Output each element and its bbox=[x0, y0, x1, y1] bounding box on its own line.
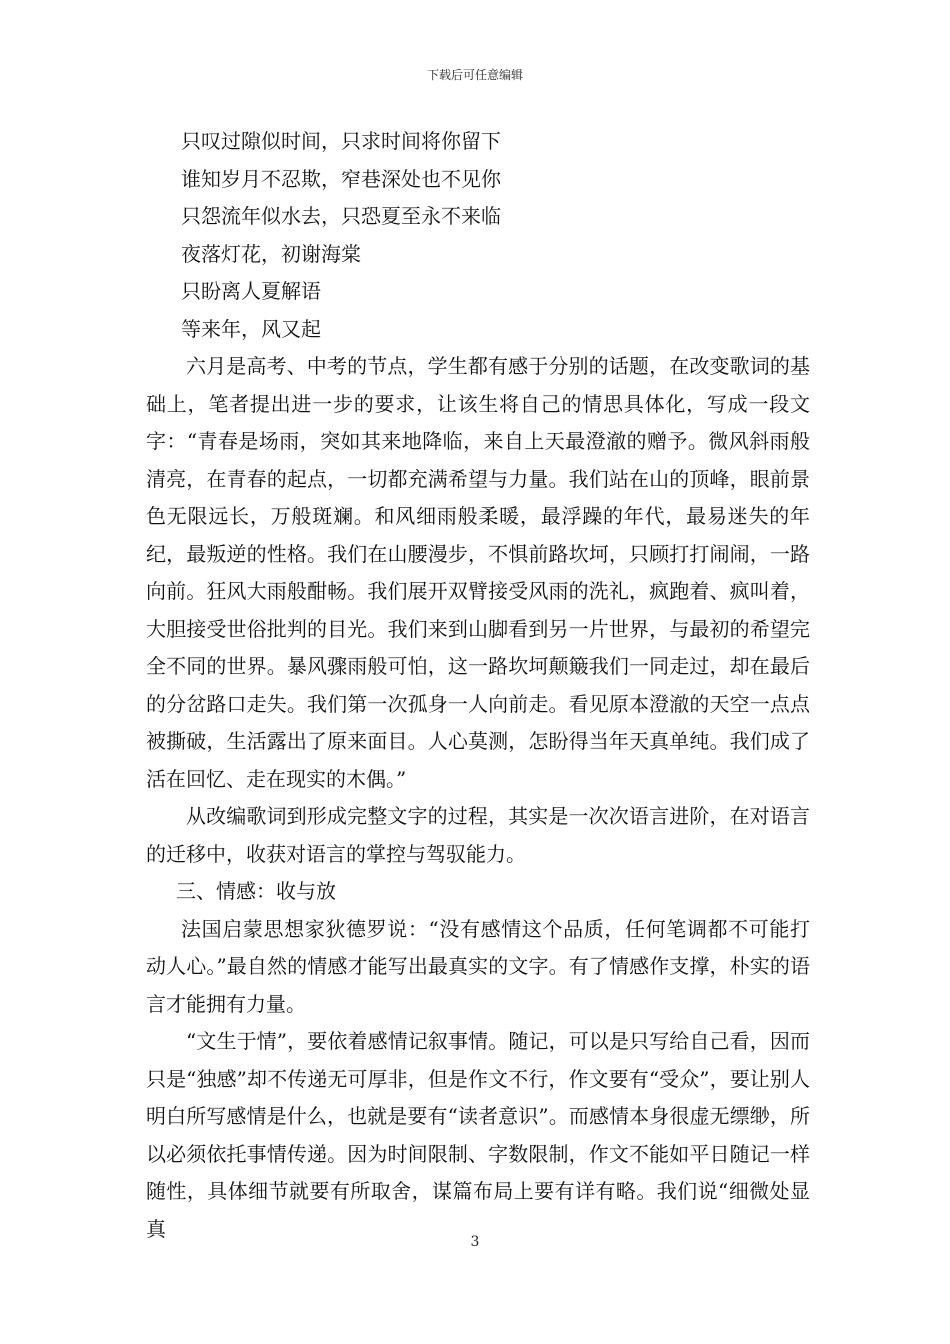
poem-line: 只叹过隙似时间，只求时间将你留下 bbox=[181, 129, 501, 153]
paragraph-language-progression: 从改编歌词到形成完整文字的过程，其实是一次次语言进阶，在对语言的迁移中，收获对语言的掌控与驾驭能力。 bbox=[146, 804, 810, 866]
document-body bbox=[146, 123, 810, 1248]
page-header: 下载后可任意编辑 bbox=[426, 68, 523, 82]
poem-line: 夜落灯花，初谢海棠 bbox=[181, 241, 361, 266]
section-heading: 三、情感：收与放 bbox=[176, 879, 336, 903]
poem-line: 只怨流年似水去，只恐夏至永不来临 bbox=[181, 204, 501, 228]
paragraph-emotion-writing: “文生于情”，要依着感情记叙事情。随记，可以是只写给自己看，因而只是“独感”却不传递无可厚非，但是作文不行，作文要有“受众”，要让别人明白所写感情是什么，也就是要有“读者意识”。而感情本身很虚无缥缈，所以必须依托事情传递。因为时间限制、字数限制，作文不能如平日随记一样随性，具体细节就要有所取舍，谋篇布局上要有详有略。我们说“细微处显真 bbox=[146, 1029, 810, 1241]
poem-line: 等来年，风又起 bbox=[181, 316, 321, 341]
page-number: 3 bbox=[470, 1234, 480, 1250]
poem-line: 谁知岁月不忍欺，窄巷深处也不见你 bbox=[181, 166, 501, 191]
paragraph-diderot-quote: 法国启蒙思想家狄德罗说：“没有感情这个品质，任何笔调都不可能打动人心。”最自然的情感才能写出最真实的文字。有了情感作支撑，朴实的语言才能拥有力量。 bbox=[146, 916, 810, 1016]
poem-line: 只盼离人夏解语 bbox=[181, 279, 321, 303]
paragraph-essay: 六月是高考、中考的节点，学生都有感于分别的话题，在改变歌词的基础上，笔者提出进一步的要求，让该生将自己的情思具体化，写成一段文字：“青春是场雨，突如其来地降临，来自上天最澄澈的赠予。微风斜雨般清亮，在青春的起点，一切都充满希望与力量。我们站在山的顶峰，眼前景色无限远长，万般斑斓。和风细雨般柔暖，最浮躁的年代，最易迷失的年纪，最叛逆的性格。我们在山腰漫步，不惧前路坎坷，只顾打打闹闹，一路向前。狂风大雨般酣畅。我们展开双臂接受风雨的洗礼，疯跑着、疯叫着，大胆接受世俗批判的目光。我们来到山脚看到另一片世界，与最初的希望完全不同的世界。暴风骤雨般可怕，这一路坎坷颠簸我们一同走过，却在最后的分岔路口走失。我们第一次孤身一人向前走。看见原本澄澈的天空一点点被撕破，生活露出了原来面目。人心莫测，怎盼得当年天真单纯。我们成了活在回忆、走在现实的木偶。” bbox=[146, 354, 810, 791]
